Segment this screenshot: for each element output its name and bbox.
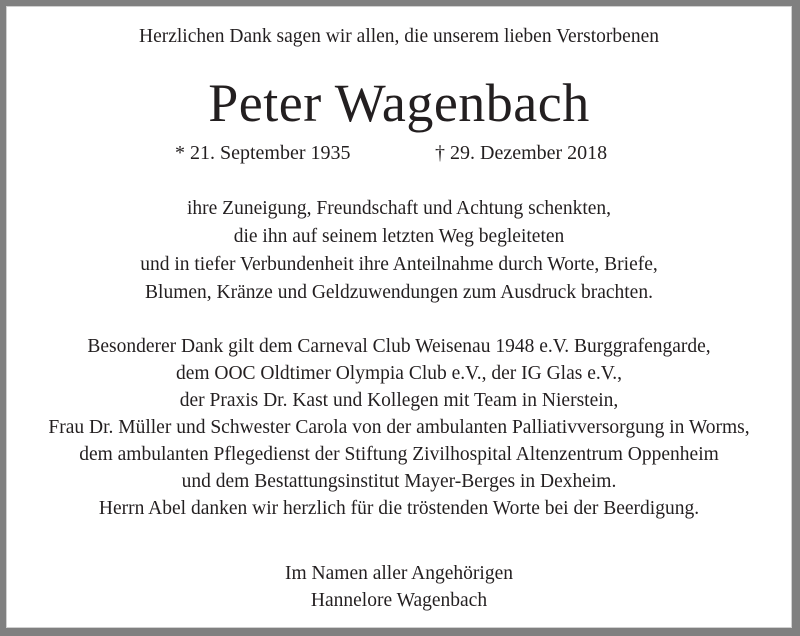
- birth-date: * 21. September 1935: [175, 142, 351, 164]
- paragraph2-line: Frau Dr. Müller und Schwester Carola von der ambulanten Palliativversorgung in Worms,: [48, 417, 750, 438]
- paragraph2-line: Herrn Abel danken wir herzlich für die tröstenden Worte bei der Beerdigung.: [98, 498, 700, 519]
- deceased-name: Peter Wagenbach: [208, 73, 590, 133]
- death-date: † 29. Dezember 2018: [435, 142, 608, 164]
- obituary-notice: [6, 6, 792, 628]
- paragraph1-line: Blumen, Kränze und Geldzuwendungen zum Ausdruck brachten.: [145, 282, 653, 303]
- signature-name: Hannelore Wagenbach: [310, 590, 488, 611]
- paragraph2-line: dem ambulanten Pflegedienst der Stiftung Zivilhospital Altenzentrum Oppenheim: [79, 444, 719, 465]
- paragraph2-line: und dem Bestattungsinstitut Mayer-Berges in Dexheim.: [181, 471, 617, 492]
- paragraph1-line: die ihn auf seinem letzten Weg begleiteten: [233, 226, 565, 247]
- paragraph2-line: Besonderer Dank gilt dem Carneval Club Weisenau 1948 e.V. Burggrafengarde,: [87, 336, 711, 357]
- paragraph2-line: dem OOC Oldtimer Olympia Club e.V., der IG Glas e.V.,: [175, 363, 623, 384]
- intro-text: Herzlichen Dank sagen wir allen, die unserem lieben Verstorbenen: [139, 26, 659, 47]
- paragraph1-line: und in tiefer Verbundenheit ihre Anteilnahme durch Worte, Briefe,: [140, 254, 658, 275]
- paragraph1-line: ihre Zuneigung, Freundschaft und Achtung schenkten,: [186, 198, 612, 219]
- signature-line: Im Namen aller Angehörigen: [285, 563, 513, 584]
- paragraph2-line: der Praxis Dr. Kast und Kollegen mit Team in Nierstein,: [179, 390, 619, 411]
